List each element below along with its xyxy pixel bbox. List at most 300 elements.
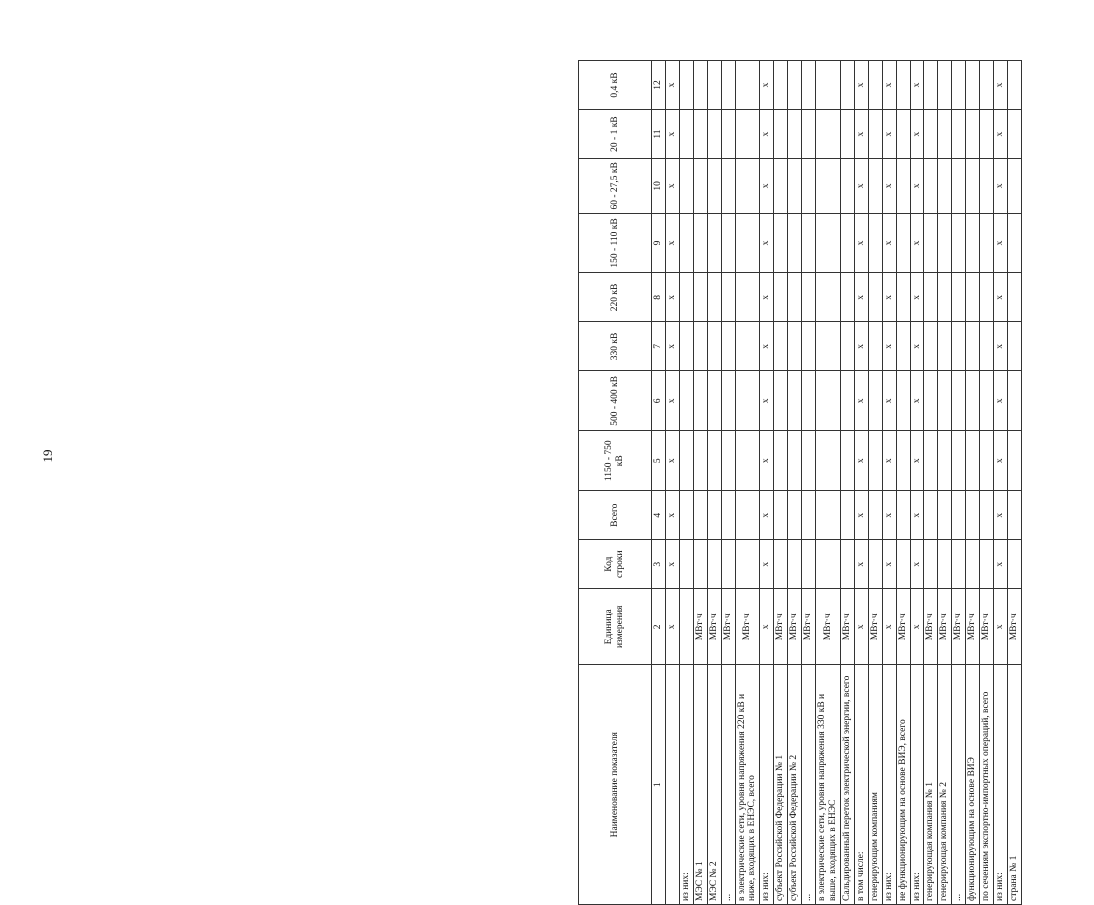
table-cell bbox=[802, 213, 816, 273]
table-cell bbox=[980, 371, 994, 431]
table-cell bbox=[679, 431, 693, 491]
table-cell bbox=[952, 273, 966, 322]
table-cell bbox=[721, 213, 735, 273]
row-unit: МВт·ч bbox=[721, 589, 735, 665]
table-cell bbox=[924, 371, 938, 431]
table-cell bbox=[788, 322, 802, 371]
column-header: Наименование показателя bbox=[579, 665, 652, 905]
table-cell bbox=[693, 213, 707, 273]
table-cell bbox=[735, 273, 760, 322]
table-cell: х bbox=[854, 273, 868, 322]
table-cell: х bbox=[665, 431, 679, 491]
column-header: 500 - 400 кВ bbox=[579, 371, 652, 431]
table-cell bbox=[721, 491, 735, 540]
column-number: 12 bbox=[652, 61, 666, 110]
table-cell: х bbox=[882, 371, 896, 431]
table-cell bbox=[774, 61, 788, 110]
row-name: МЭС № 2 bbox=[707, 665, 721, 905]
row-name: страна № 1 bbox=[1007, 665, 1021, 905]
table-cell bbox=[816, 322, 841, 371]
column-header: Код строки bbox=[579, 540, 652, 589]
column-header: 60 - 27,5 кВ bbox=[579, 159, 652, 213]
table-cell bbox=[679, 273, 693, 322]
table-cell: х bbox=[665, 540, 679, 589]
table-cell bbox=[966, 159, 980, 213]
table-body bbox=[665, 61, 1021, 905]
table-cell bbox=[896, 540, 910, 589]
table-cell bbox=[679, 213, 693, 273]
row-name: не функционирующим на основе ВИЭ, всего bbox=[896, 665, 910, 905]
table-cell bbox=[952, 491, 966, 540]
table-cell bbox=[1007, 431, 1021, 491]
table-cell bbox=[896, 159, 910, 213]
table-cell bbox=[707, 159, 721, 213]
table-cell bbox=[966, 61, 980, 110]
row-name: ... bbox=[952, 665, 966, 905]
table-cell bbox=[980, 273, 994, 322]
table-cell: х bbox=[910, 322, 924, 371]
table-row bbox=[952, 61, 966, 905]
row-name: МЭС № 1 bbox=[693, 665, 707, 905]
table-cell bbox=[707, 213, 721, 273]
table-cell bbox=[868, 540, 882, 589]
table-cell: х bbox=[994, 273, 1008, 322]
table-cell bbox=[980, 491, 994, 540]
table-cell bbox=[966, 110, 980, 159]
table-cell bbox=[938, 213, 952, 273]
table-cell bbox=[896, 322, 910, 371]
table-cell bbox=[721, 273, 735, 322]
row-unit: МВт·ч bbox=[840, 589, 854, 665]
table-cell bbox=[1007, 159, 1021, 213]
table-cell bbox=[924, 213, 938, 273]
table-cell bbox=[774, 431, 788, 491]
table-cell: х bbox=[760, 159, 774, 213]
indicators-table bbox=[578, 60, 1022, 905]
table-cell bbox=[707, 273, 721, 322]
table-cell: х bbox=[882, 322, 896, 371]
table-cell bbox=[966, 431, 980, 491]
table-cell bbox=[980, 431, 994, 491]
column-number: 11 bbox=[652, 110, 666, 159]
table-cell bbox=[774, 540, 788, 589]
table-cell: х bbox=[994, 540, 1008, 589]
table-cell: х bbox=[854, 491, 868, 540]
table-cell: х bbox=[994, 61, 1008, 110]
row-name: из них: bbox=[910, 665, 924, 905]
table-cell: х bbox=[994, 371, 1008, 431]
row-unit: х bbox=[882, 589, 896, 665]
table-cell bbox=[868, 110, 882, 159]
table-cell bbox=[679, 491, 693, 540]
page-number: 19 bbox=[40, 449, 55, 463]
table-cell bbox=[966, 322, 980, 371]
table-cell: х bbox=[760, 431, 774, 491]
table-cell: х bbox=[665, 322, 679, 371]
table-cell bbox=[721, 322, 735, 371]
table-cell bbox=[735, 61, 760, 110]
row-name: генерирующим компаниям bbox=[868, 665, 882, 905]
table-cell bbox=[1007, 61, 1021, 110]
table-cell bbox=[924, 110, 938, 159]
table-row bbox=[707, 61, 721, 905]
table-row bbox=[1007, 61, 1021, 905]
table-cell bbox=[816, 213, 841, 273]
row-unit: МВт·ч bbox=[774, 589, 788, 665]
header-row bbox=[579, 61, 652, 905]
row-unit: МВт·ч bbox=[707, 589, 721, 665]
table-cell bbox=[788, 491, 802, 540]
table-cell bbox=[707, 431, 721, 491]
row-unit: МВт·ч bbox=[952, 589, 966, 665]
table-cell: х bbox=[854, 213, 868, 273]
table-cell bbox=[816, 273, 841, 322]
table-row bbox=[980, 61, 994, 905]
column-header: Всего bbox=[579, 491, 652, 540]
table-cell: х bbox=[760, 213, 774, 273]
table-row bbox=[760, 61, 774, 905]
table-cell bbox=[868, 371, 882, 431]
table-cell: х bbox=[994, 159, 1008, 213]
table-cell bbox=[868, 273, 882, 322]
table-cell bbox=[735, 159, 760, 213]
table-cell bbox=[693, 540, 707, 589]
table-cell bbox=[693, 322, 707, 371]
table-row bbox=[924, 61, 938, 905]
row-unit: МВт·ч bbox=[788, 589, 802, 665]
table-cell bbox=[868, 322, 882, 371]
table-cell: х bbox=[760, 110, 774, 159]
table-cell bbox=[896, 110, 910, 159]
table-cell bbox=[816, 159, 841, 213]
table-cell bbox=[679, 540, 693, 589]
table-cell bbox=[868, 61, 882, 110]
table-row bbox=[693, 61, 707, 905]
table-cell: х bbox=[760, 61, 774, 110]
table-cell: х bbox=[882, 213, 896, 273]
table-cell bbox=[735, 110, 760, 159]
table-cell bbox=[938, 491, 952, 540]
table-cell bbox=[679, 371, 693, 431]
table-row bbox=[679, 61, 693, 905]
table-cell bbox=[966, 213, 980, 273]
table-cell: х bbox=[760, 273, 774, 322]
table-row bbox=[896, 61, 910, 905]
table-cell: х bbox=[854, 540, 868, 589]
table-cell bbox=[802, 159, 816, 213]
table-cell bbox=[868, 159, 882, 213]
table-cell: х bbox=[854, 322, 868, 371]
table-cell bbox=[816, 431, 841, 491]
table-row bbox=[774, 61, 788, 905]
table-cell bbox=[774, 213, 788, 273]
row-name: в электрические сети, уровня напряжения 220 кВ и ниже, входящих в ЕНЭС, всего bbox=[735, 665, 760, 905]
table-row bbox=[735, 61, 760, 905]
table-row bbox=[882, 61, 896, 905]
table-cell: х bbox=[665, 371, 679, 431]
table-cell bbox=[980, 159, 994, 213]
column-header: 150 - 110 кВ bbox=[579, 213, 652, 273]
table-cell bbox=[980, 110, 994, 159]
table-cell bbox=[952, 322, 966, 371]
table-cell bbox=[788, 159, 802, 213]
table-cell bbox=[938, 273, 952, 322]
table-cell bbox=[721, 371, 735, 431]
row-name: Сальдированный переток электрической энергии, всего bbox=[840, 665, 854, 905]
table-cell bbox=[774, 371, 788, 431]
row-unit: МВт·ч bbox=[980, 589, 994, 665]
table-cell bbox=[816, 110, 841, 159]
table-cell bbox=[1007, 273, 1021, 322]
row-name: генерирующая компания № 1 bbox=[924, 665, 938, 905]
table-cell: х bbox=[665, 213, 679, 273]
column-header: Единица измерения bbox=[579, 589, 652, 665]
table-cell bbox=[868, 431, 882, 491]
table-cell bbox=[924, 273, 938, 322]
table-cell bbox=[840, 540, 854, 589]
table-cell bbox=[693, 159, 707, 213]
table-cell bbox=[840, 322, 854, 371]
row-unit: МВт·ч bbox=[868, 589, 882, 665]
table-cell: х bbox=[854, 371, 868, 431]
table-cell bbox=[938, 431, 952, 491]
table-row bbox=[854, 61, 868, 905]
table-cell bbox=[896, 431, 910, 491]
table-cell bbox=[816, 540, 841, 589]
table-cell bbox=[896, 371, 910, 431]
table-cell bbox=[924, 322, 938, 371]
row-name: из них: bbox=[882, 665, 896, 905]
table-row bbox=[966, 61, 980, 905]
row-name: ... bbox=[802, 665, 816, 905]
table-cell: х bbox=[882, 110, 896, 159]
table-cell bbox=[924, 431, 938, 491]
table-cell bbox=[980, 540, 994, 589]
column-number: 2 bbox=[652, 589, 666, 665]
table-cell bbox=[1007, 491, 1021, 540]
row-unit: МВт·ч bbox=[938, 589, 952, 665]
table-cell: х bbox=[910, 61, 924, 110]
table-cell bbox=[938, 540, 952, 589]
table-cell: х bbox=[910, 491, 924, 540]
table-cell: х bbox=[910, 213, 924, 273]
table-cell bbox=[924, 61, 938, 110]
table-cell bbox=[816, 491, 841, 540]
row-name: субъект Российской Федерации № 2 bbox=[788, 665, 802, 905]
row-name: из них: bbox=[679, 665, 693, 905]
table-cell bbox=[774, 322, 788, 371]
table-cell bbox=[938, 61, 952, 110]
table-cell: х bbox=[910, 110, 924, 159]
table-cell: х bbox=[665, 273, 679, 322]
table-cell: х bbox=[760, 491, 774, 540]
table-cell bbox=[896, 61, 910, 110]
table-cell bbox=[788, 61, 802, 110]
table-cell bbox=[938, 371, 952, 431]
table-cell bbox=[735, 371, 760, 431]
table-cell bbox=[707, 371, 721, 431]
table-cell bbox=[924, 540, 938, 589]
table-cell bbox=[721, 61, 735, 110]
row-name: в электрические сети, уровня напряжения 330 кВ и выше, входящих в ЕНЭС bbox=[816, 665, 841, 905]
table-cell bbox=[980, 61, 994, 110]
table-cell bbox=[693, 431, 707, 491]
table-cell bbox=[802, 431, 816, 491]
column-header: 0,4 кВ bbox=[579, 61, 652, 110]
table-cell bbox=[693, 273, 707, 322]
table-cell bbox=[788, 540, 802, 589]
column-header: 20 - 1 кВ bbox=[579, 110, 652, 159]
table-cell: х bbox=[994, 110, 1008, 159]
table-cell bbox=[896, 213, 910, 273]
table-cell: х bbox=[910, 273, 924, 322]
table-row bbox=[994, 61, 1008, 905]
row-unit: х bbox=[910, 589, 924, 665]
table-cell bbox=[952, 213, 966, 273]
table-cell bbox=[788, 110, 802, 159]
column-number: 1 bbox=[652, 665, 666, 905]
row-name: по сечениям экспортно-импортных операций, всего bbox=[980, 665, 994, 905]
table-row bbox=[938, 61, 952, 905]
row-name: в том числе: bbox=[854, 665, 868, 905]
row-unit: МВт·ч bbox=[924, 589, 938, 665]
table-cell bbox=[721, 540, 735, 589]
table-cell bbox=[952, 431, 966, 491]
row-unit: МВт·ч bbox=[735, 589, 760, 665]
table-cell: х bbox=[665, 110, 679, 159]
table-cell bbox=[980, 213, 994, 273]
row-name: генерирующая компания № 2 bbox=[938, 665, 952, 905]
table-cell bbox=[774, 491, 788, 540]
table-cell bbox=[788, 371, 802, 431]
table-cell bbox=[707, 491, 721, 540]
column-number: 10 bbox=[652, 159, 666, 213]
table-cell: х bbox=[665, 491, 679, 540]
row-name: функционирующим на основе ВИЭ bbox=[966, 665, 980, 905]
table-cell bbox=[840, 110, 854, 159]
table-cell bbox=[707, 322, 721, 371]
row-name: ... bbox=[721, 665, 735, 905]
row-unit: МВт·ч bbox=[802, 589, 816, 665]
table-cell bbox=[980, 322, 994, 371]
table-cell bbox=[840, 371, 854, 431]
table-cell bbox=[735, 491, 760, 540]
table-cell bbox=[693, 110, 707, 159]
column-number: 8 bbox=[652, 273, 666, 322]
row-name: субъект Российской Федерации № 1 bbox=[774, 665, 788, 905]
rotated-table-wrapper bbox=[578, 60, 1094, 905]
table-cell: х bbox=[882, 61, 896, 110]
table-cell bbox=[924, 491, 938, 540]
table-cell: х bbox=[760, 322, 774, 371]
table-cell bbox=[788, 431, 802, 491]
table-cell: х bbox=[882, 491, 896, 540]
column-number: 6 bbox=[652, 371, 666, 431]
table-cell bbox=[938, 110, 952, 159]
table-cell bbox=[735, 540, 760, 589]
table-cell bbox=[802, 491, 816, 540]
row-unit: МВт·ч bbox=[966, 589, 980, 665]
table-cell: х bbox=[854, 61, 868, 110]
table-cell bbox=[679, 61, 693, 110]
table-cell bbox=[896, 491, 910, 540]
table-cell bbox=[952, 61, 966, 110]
table-cell bbox=[1007, 371, 1021, 431]
table-cell: х bbox=[665, 61, 679, 110]
table-cell bbox=[679, 322, 693, 371]
table-cell bbox=[966, 491, 980, 540]
table-row bbox=[910, 61, 924, 905]
table-cell: х bbox=[910, 159, 924, 213]
row-unit bbox=[679, 589, 693, 665]
table-cell bbox=[802, 371, 816, 431]
column-number: 4 bbox=[652, 491, 666, 540]
table-cell bbox=[774, 273, 788, 322]
column-number: 7 bbox=[652, 322, 666, 371]
column-header: 330 кВ bbox=[579, 322, 652, 371]
table-cell: х bbox=[665, 159, 679, 213]
table-cell: х bbox=[910, 371, 924, 431]
table-row bbox=[788, 61, 802, 905]
table-cell: х bbox=[994, 491, 1008, 540]
table-cell bbox=[868, 213, 882, 273]
table-cell: х bbox=[854, 110, 868, 159]
table-cell: х bbox=[910, 431, 924, 491]
table-cell bbox=[1007, 322, 1021, 371]
table-cell bbox=[952, 159, 966, 213]
column-number: 5 bbox=[652, 431, 666, 491]
table-cell bbox=[952, 110, 966, 159]
row-name: из них: bbox=[760, 665, 774, 905]
table-row bbox=[816, 61, 841, 905]
table-cell bbox=[707, 110, 721, 159]
table-cell bbox=[924, 159, 938, 213]
row-unit: МВт·ч bbox=[1007, 589, 1021, 665]
table-cell bbox=[788, 273, 802, 322]
table-cell bbox=[840, 61, 854, 110]
table-cell bbox=[735, 431, 760, 491]
table-cell bbox=[693, 61, 707, 110]
table-cell bbox=[840, 273, 854, 322]
table-cell: х bbox=[910, 540, 924, 589]
column-number: 9 bbox=[652, 213, 666, 273]
table-cell: х bbox=[882, 431, 896, 491]
row-unit: х bbox=[760, 589, 774, 665]
row-unit: МВт·ч bbox=[693, 589, 707, 665]
table-cell bbox=[735, 213, 760, 273]
table-cell bbox=[774, 110, 788, 159]
table-cell bbox=[840, 491, 854, 540]
row-unit: х bbox=[994, 589, 1008, 665]
table-cell: х bbox=[760, 540, 774, 589]
table-cell bbox=[868, 491, 882, 540]
table-cell: х bbox=[994, 213, 1008, 273]
row-name bbox=[665, 665, 679, 905]
row-unit: х bbox=[854, 589, 868, 665]
column-header: 1150 - 750 кВ bbox=[579, 431, 652, 491]
table-row bbox=[802, 61, 816, 905]
table-cell bbox=[679, 110, 693, 159]
table-cell bbox=[721, 159, 735, 213]
table-cell: х bbox=[760, 371, 774, 431]
row-unit: МВт·ч bbox=[816, 589, 841, 665]
row-unit: х bbox=[665, 589, 679, 665]
table-cell bbox=[966, 273, 980, 322]
table-cell bbox=[966, 371, 980, 431]
table-cell bbox=[840, 213, 854, 273]
table-cell bbox=[1007, 540, 1021, 589]
table-cell bbox=[721, 431, 735, 491]
